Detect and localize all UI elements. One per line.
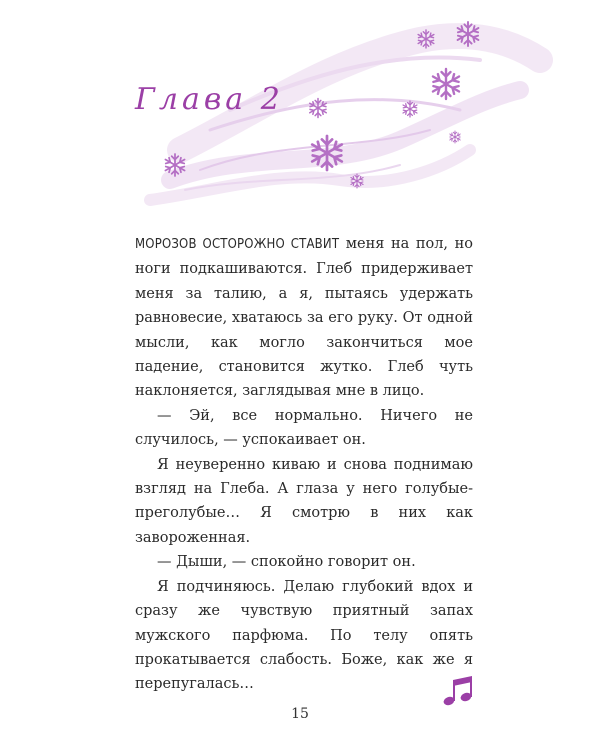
paragraph: — Эй, все нормально. Ничего не случилось, — успокаивает он. (135, 407, 473, 449)
frost-swirls (150, 36, 540, 200)
chapter-header-decoration (0, 0, 600, 230)
paragraph: Я неуверенно киваю и снова поднимаю взгляд на Глеба. А глаза у него голубые-преголубые… Я смотрю в них как завороженная. (135, 456, 473, 546)
snowflake-icon (433, 69, 459, 99)
music-note-icon (440, 674, 476, 710)
paragraph: — Дыши, — спокойно говорит он. (157, 554, 416, 571)
paragraph: МОРОЗОВ ОСТОРОЖНО СТАВИТ меня на пол, но ноги подкашиваются. Глеб придерживает меня за талию, а я, пытаясь удержать равновесие, хватаюсь за его руку. От одной мысли, как могло закончиться мое падение, становится жутко. Глеб чуть наклоняется, заглядывая мне в лицо. (135, 236, 473, 400)
chapter-body (135, 232, 473, 697)
snowflake-icon (403, 101, 417, 117)
snowflake-icon (310, 99, 327, 118)
paragraph: Я подчиняюсь. Делаю глубокий вдох и сразу же чувствую приятный запах мужского парфюма. По телу опять прокатывается слабость. Боже, как же я перепугалась… (135, 578, 473, 693)
page-number: 15 (291, 706, 309, 722)
snowflake-icon (450, 131, 460, 143)
lead-in: МОРОЗОВ ОСТОРОЖНО СТАВИТ (135, 237, 340, 252)
chapter-title: Глава 2 (135, 82, 284, 117)
snowflake-icon (165, 154, 184, 176)
